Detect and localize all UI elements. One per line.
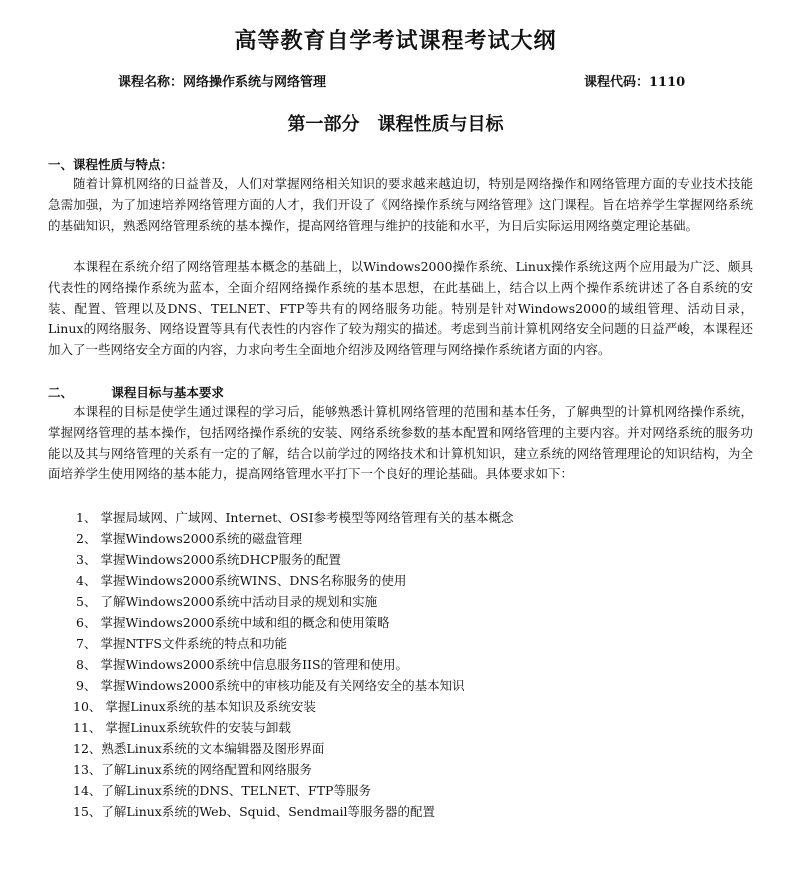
list-item: 8、 掌握Windows2000系统中信息服务IIS的管理和使用。 (76, 657, 409, 672)
list-item: 9、 掌握Windows2000系统中的审核功能及有关网络安全的基本知识 (76, 678, 465, 693)
list-item: 12、熟悉Linux系统的文本编辑器及图形界面 (73, 741, 325, 756)
section1-heading: 一、课程性质与特点： (48, 157, 174, 172)
section1-paragraph-2: 本课程在系统介绍了网络管理基本概念的基础上，以Windows2000操作系统、Linux操作系统这两个应用最为广泛、颇具代表性的网络操作系统为蓝本，全面介绍网络操作系统的基本思想，在此基础上，结合以上两个操作系统讲述了各自系统的安装、配置、管理以及DNS、TELNET、FTP等共有的网络服务功能。特别是针对Windows2000的域组管理、活动目录，Linux的网络服务、网络设置等具有代表性的内容作了较为翔实的描述。考虑到当前计算机网络安全问题的日益严峻，本课程还加入了一些网络安全方面的内容，力求向考生全面地介绍涉及网络管理与网络操作系统诸方面的内容。 (48, 259, 753, 358)
part-title: 第一部分 课程性质与目标 (287, 114, 504, 135)
section2-paragraph: 本课程的目标是使学生通过课程的学习后，能够熟悉计算机网络管理的范围和基本任务，了解典型的计算机网络操作系统，掌握网络管理的基本操作，包括网络操作系统的安装、网络系统参数的基本配置和网络管理的主要内容。并对网络系统的服务功能以及其与网络管理的关系有一定的了解，结合以前学过的网络技术和计算机知识，建立系统的网络管理理论的知识结构，为全面培养学生使用网络的基本能力，提高网络管理水平打下一个良好的理论基础。具体要求如下： (48, 404, 753, 482)
section2-heading-number: 二、 (48, 385, 74, 400)
list-item: 2、 掌握Windows2000系统的磁盘管理 (76, 531, 303, 546)
list-item: 11、 掌握Linux系统软件的安装与卸载 (73, 720, 291, 735)
list-item: 5、 了解Windows2000系统中活动目录的规划和实施 (76, 594, 378, 609)
course-code: 课程代码：1110 (584, 75, 686, 90)
section1-paragraph-1: 随着计算机网络的日益普及，人们对掌握网络相关知识的要求越来越迫切，特别是网络操作和网络管理方面的专业技术技能急需加强，为了加速培养网络管理方面的人才，我们开设了《网络操作系统与网络管理》这门课程。旨在培养学生掌握网络系统的基础知识，熟悉网络管理系统的基本操作，提高网络管理与维护的技能和水平，为日后实际运用网络奠定理论基础。 (48, 176, 753, 233)
list-item: 6、 掌握Windows2000系统中域和组的概念和使用策略 (76, 615, 390, 630)
list-item: 15、了解Linux系统的Web、Squid、Sendmail等服务器的配置 (73, 804, 436, 819)
section2-heading (48, 383, 224, 401)
section2-heading-text: 课程目标与基本要求 (111, 385, 224, 400)
list-item: 10、 掌握Linux系统的基本知识及系统安装 (73, 699, 316, 714)
list-item: 1、 掌握局域网、广域网、Internet、OSI参考模型等网络管理有关的基本概念 (76, 510, 514, 525)
list-item: 7、 掌握NTFS文件系统的特点和功能 (76, 636, 287, 651)
list-item: 4、 掌握Windows2000系统WINS、DNS名称服务的使用 (76, 573, 407, 588)
document-title: 高等教育自学考试课程考试大纲 (234, 29, 557, 54)
list-item: 3、 掌握Windows2000系统DHCP服务的配置 (76, 552, 341, 567)
list-item: 13、了解Linux系统的网络配置和网络服务 (73, 762, 312, 777)
list-item: 14、了解Linux系统的DNS、TELNET、FTP等服务 (73, 783, 371, 798)
course-name: 课程名称：网络操作系统与网络管理 (118, 75, 327, 90)
